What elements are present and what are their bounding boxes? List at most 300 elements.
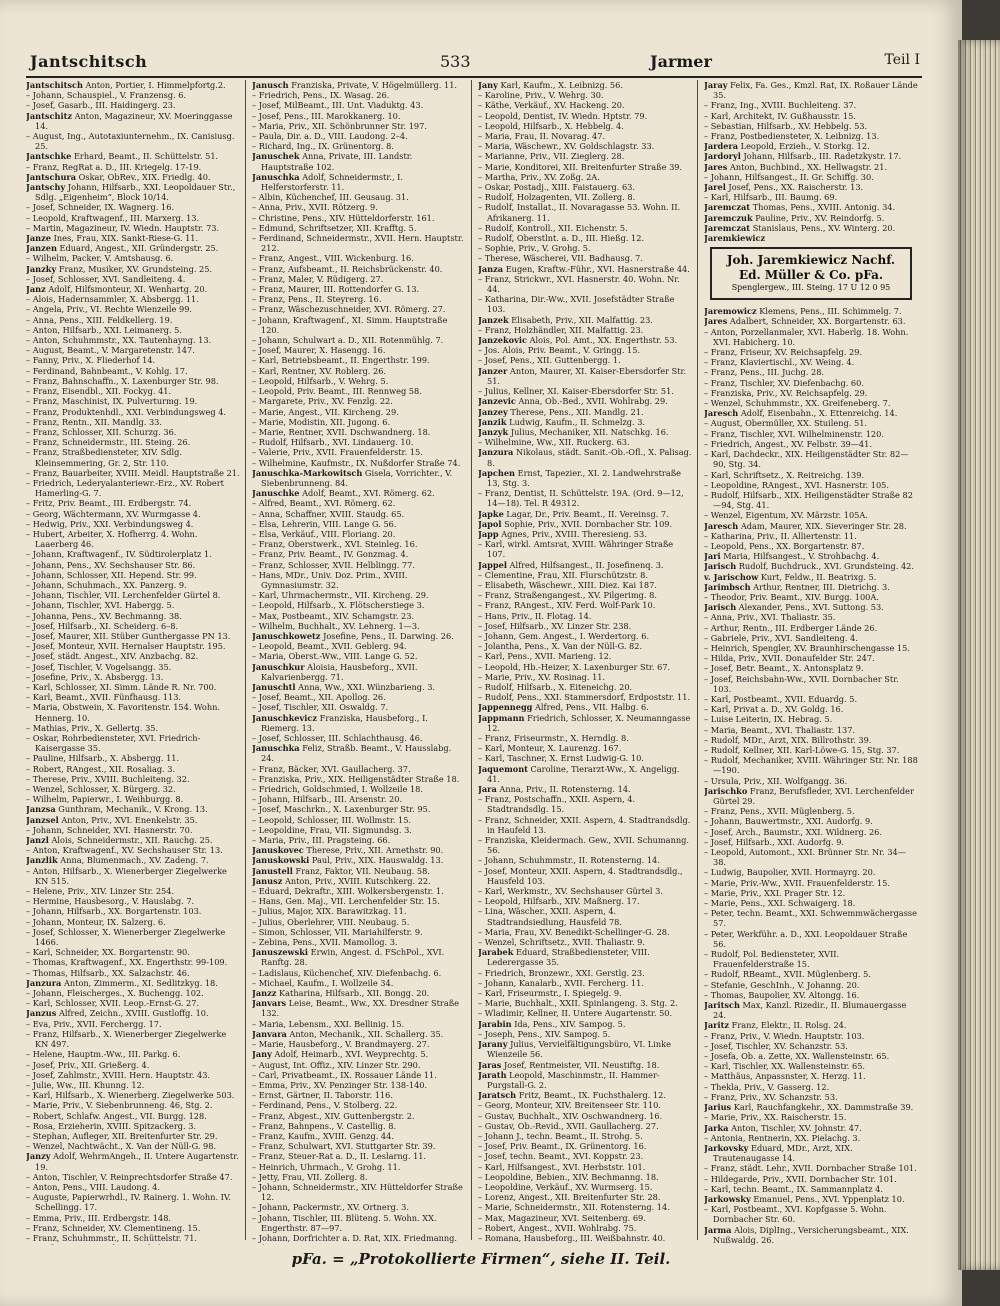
directory-entry (26, 886, 240, 896)
directory-entry (252, 253, 466, 263)
entry-text: – Katharina, Priv., II. Alliertenstr. 11. (704, 530, 857, 541)
entry-surname: Janzz (252, 988, 277, 999)
entry-text: Max, Kanzl. Rizedir., II. Blumauergasse 24. (713, 1000, 907, 1021)
entry-surname: Janzek (478, 314, 509, 325)
entry-text: – Franz, Tischler, XV. Diefenbachg. 60. (704, 377, 864, 388)
directory-entry (252, 345, 466, 355)
entry-text: Eugen, Kraftw.-Führ., XVI. Hasnerstraße 44. (503, 263, 690, 274)
entry-surname: Jaremczat (704, 202, 751, 213)
entry-text: – Leopoldine, RAngest., XVI. Hasnerstr. 105. (704, 479, 889, 490)
directory-entry (26, 519, 240, 529)
entry-text: – Anna, Priv., XVI. Thaliastr. 35. (704, 612, 836, 623)
entry-text: Franz, Berufsfleder, XVI. Lerchenfelder Gürtel 29. (713, 785, 914, 806)
directory-entry (252, 111, 466, 121)
directory-entry (252, 488, 466, 498)
directory-entry (704, 949, 918, 969)
entry-text: – Josef, Priv., XII. Grießerg. 4. (26, 1059, 150, 1070)
entry-surname: Janvara (252, 1028, 287, 1039)
entry-surname: Jarischko (704, 785, 748, 796)
entry-text: – Franz, Priv. Beamt., IV. Gonzmag. 4. (252, 549, 409, 560)
directory-entry (704, 213, 918, 223)
column-1 (26, 80, 240, 1245)
directory-entry (252, 1100, 466, 1110)
entry-text: Pauline, Priv., XV. Reindorfg. 5. (752, 212, 885, 223)
directory-entry (252, 896, 466, 906)
directory-entry (26, 1029, 240, 1049)
directory-entry (26, 407, 240, 417)
entry-text: – Simon, Schlosser, VII. Mariahilferstr. 9. (252, 926, 423, 937)
directory-entry (704, 714, 918, 724)
entry-surname: Januschka-Markowitsch (252, 467, 363, 478)
entry-text: Erwin, Angest. d. FSchPol., XVI. Ranftg. 28. (261, 947, 445, 968)
directory-entry (26, 529, 240, 549)
entry-surname: Jantschke (26, 151, 72, 162)
entry-text: – Franz, Priv., XV. Schanzstr. 53. (704, 1091, 838, 1102)
directory-entry (478, 733, 692, 743)
directory-entry (26, 468, 240, 478)
directory-entry (26, 80, 240, 90)
directory-entry (478, 1039, 692, 1059)
directory-entry (26, 580, 240, 590)
directory-entry (26, 335, 240, 345)
directory-entry (252, 539, 466, 549)
directory-entry (252, 121, 466, 131)
directory-entry (26, 733, 240, 753)
directory-entry (252, 743, 466, 763)
entry-text: – Maria, Obstwein, X. Favoritenstr. 154. Wohn. Hennerg. 10. (26, 702, 220, 723)
column-divider (697, 80, 698, 1240)
entry-surname: Janzsa (26, 804, 56, 815)
directory-entry (26, 590, 240, 600)
entry-text: – Josef, Hilfsarb., XV. Linzer Str. 238. (478, 620, 632, 631)
entry-text: – Clementine, Frau, XII. Flurschützstr. 8. (478, 569, 648, 580)
entry-text: – Sophie, Priv., V. Grohg. 5. (478, 243, 591, 254)
entry-text: – Max, Postbeamt., XIV. Schamgstr. 23. (252, 610, 415, 621)
directory-entry (26, 284, 240, 294)
entry-text: – Anton, Kraftwagenf., XV. Sechshauser Str. 13. (26, 845, 223, 856)
entry-text: Felix, Fa. Ges., Kmzl. Rat, IX. Roßauer Lände 35. (713, 80, 918, 101)
entry-text: – Christine, Pens., XIV. Hütteldorferstr. 161. (252, 212, 435, 223)
directory-entry (704, 1123, 918, 1133)
directory-entry (478, 998, 692, 1008)
entry-text: Adolf, Schneidermstr., I. Helferstorferstr. 11. (261, 171, 403, 193)
entry-text: Adalbert, Schneider, XX. Borgartenstr. 63. (727, 316, 906, 327)
directory-entry (704, 612, 918, 622)
entry-text: – Wilhelmine, Ww., XII. Ruckerg. 63. (478, 437, 630, 448)
directory-entry (252, 407, 466, 417)
directory-entry (252, 733, 466, 743)
entry-text: – Rudolf, Pol. Bediensteter, XVII. Frauenfelderstraße 15. (704, 949, 840, 970)
entry-text: Sophie, Priv., XVII. Dornbacher Str. 109. (501, 518, 673, 529)
entry-text: Eduard, Straßbediensteter, VIII. Lederergasse 35. (487, 947, 650, 968)
directory-entry (252, 131, 466, 141)
directory-entry (26, 804, 240, 814)
entry-text: – Franziska, Priv., XIX. Heiligenstädter Straße 18. (252, 773, 460, 784)
directory-entry (252, 1121, 466, 1131)
directory-entry (704, 223, 918, 233)
entry-surname: Jarka (704, 1122, 729, 1133)
entry-text: – Karl, wirkl. Amtsrat, XVIII. Währinger Straße 107. (478, 539, 674, 560)
directory-entry (478, 968, 692, 978)
directory-entry (26, 794, 240, 804)
entry-text: – Richard, Ing., IX. Grünentorg. 8. (252, 141, 394, 152)
directory-entry (704, 1092, 918, 1102)
entry-text: – Johann, Gem. Angest., I. Werdertorg. 6. (478, 630, 650, 641)
directory-entry (252, 702, 466, 712)
directory-entry (478, 1131, 692, 1141)
entry-text: – Karl, Monteur, X. Laurenzg. 167. (478, 743, 622, 754)
directory-entry (478, 111, 692, 121)
directory-entry (704, 1112, 918, 1122)
directory-entry (252, 1039, 466, 1049)
directory-entry (704, 306, 918, 316)
entry-text: – Elsa, Lehrerin, VIII. Lange G. 56. (252, 518, 397, 529)
entry-surname: Jarisch (704, 561, 737, 572)
entry-surname: Januschkur (252, 661, 305, 672)
entry-text: – Franz, Pens., III. Juchg. 28. (704, 367, 825, 378)
entry-text: – Leopold, Hb.-Heizer, X. Laxenburger Str. 67. (478, 661, 671, 672)
entry-text: Ines, Frau, XIX. Sankt-Riese-G. 11. (51, 233, 199, 244)
entry-text: – Leopold, Hilfsarb., XIV. Maßnerg. 17. (478, 896, 640, 907)
directory-entry (478, 570, 692, 580)
entry-text: – Marie, Buchhalt., XXII. Spinlangeng. 3. Stg. 2. (478, 998, 678, 1009)
directory-entry (704, 694, 918, 704)
entry-surname: Jaquemont (478, 763, 528, 774)
directory-entry (478, 815, 692, 835)
directory-entry (704, 1225, 918, 1245)
entry-text: – Josef, Pens., XII. Guttenbergg. 1. (478, 355, 621, 366)
entry-text: – Hermine, Hausbesorg., V. Hauslabg. 7. (26, 896, 195, 907)
entry-text: – Josef, Tischler, XII. Oswaldg. 7. (252, 702, 389, 713)
entry-text: – Wilhelmine, Kaufmstr., IX. Nußdorfer Straße 74. (252, 457, 461, 468)
directory-entry (26, 560, 240, 570)
entry-text: – Josef, Maurer, X. Hasengg. 16. (252, 345, 386, 356)
directory-entry (26, 376, 240, 386)
directory-entry (252, 1213, 466, 1233)
directory-entry (26, 233, 240, 243)
directory-entry (478, 764, 692, 784)
entry-text: – Franz, RAngest., XIV. Ferd. Wolf-Park 10. (478, 600, 656, 611)
directory-entry (26, 498, 240, 508)
directory-entry (478, 141, 692, 151)
entry-text: – Franz, Bauarbeiter, XVIII. Meidl. Hauptstraße 21. (26, 467, 240, 478)
entry-surname: v. Jarischow (704, 571, 759, 582)
entry-text: – Wenzel, Eigentum, XV. Märzstr. 105A. (704, 510, 868, 521)
entry-surname: Jardoryl (704, 151, 741, 162)
directory-entry (252, 1233, 466, 1245)
entry-text: Johann, Hilfsarb., III. Radetzkystr. 17. (740, 151, 902, 162)
entry-surname: Janzekovic (478, 335, 527, 346)
directory-entry (252, 458, 466, 468)
directory-entry (252, 804, 466, 814)
entry-text: – Anna, Schaffner, XVIII. Staudg. 65. (252, 508, 405, 519)
directory-entry (704, 347, 918, 357)
directory-entry (478, 386, 692, 396)
directory-entry (704, 633, 918, 643)
entry-text: – Karl, Taschner, X. Ernst Ludwig-G. 10. (478, 753, 644, 764)
entry-text: – Johann J., techn. Beamt., II. Strohg. 5. (478, 1130, 643, 1141)
directory-entry (478, 590, 692, 600)
directory-entry (252, 621, 466, 631)
entry-text: – Franz, Schuhmmstr., II. Schüttelstr. 71. (26, 1232, 198, 1243)
entry-text: – Johann, Schuhmach., XX. Panzerg. 9. (26, 579, 187, 590)
entry-text: – Emma, Priv., III. Erdbergstr. 148. (26, 1212, 172, 1223)
directory-entry (252, 202, 466, 212)
directory-entry (252, 213, 466, 223)
directory-entry (704, 602, 918, 612)
directory-entry (252, 335, 466, 345)
entry-text: – Marie, Hausbeforg., V. Brandmayerg. 27. (252, 1039, 430, 1050)
directory-entry (704, 572, 918, 582)
page-footer-note: pFa. = „Protokollierte Firmen“, siehe II. Teil. (291, 1250, 671, 1268)
entry-text: Therese, Priv., XII. Arnethstr. 90. (303, 845, 444, 856)
entry-surname: Jares (704, 316, 728, 327)
entry-text: – Mathias, Priv., X. Gellertg. 35. (26, 722, 159, 733)
running-head-right: Jarmer (650, 52, 712, 71)
entry-text: Feliz, Straßb. Beamt., V. Hausslabg. 24. (261, 743, 452, 764)
entry-text: Franziska, Hausbeforg., I. Riemerg. 13. (261, 712, 428, 733)
entry-surname: Jari (704, 551, 721, 562)
directory-entry (26, 978, 240, 988)
entry-text: – Katharina, Dir.-Ww., XVII. Josefstädter Straße 103. (478, 294, 675, 315)
entry-text: Anton, Zimmerm., XI. Sedlitzkyg. 18. (61, 977, 218, 988)
directory-entry (704, 888, 918, 898)
directory-entry (26, 223, 240, 233)
entry-text: – Leopoldine, Frau, VII. Sigmundsg. 3. (252, 824, 412, 835)
directory-entry (704, 827, 918, 837)
directory-entry (26, 927, 240, 947)
entry-text (26, 1243, 164, 1245)
directory-entry (704, 100, 918, 110)
entry-text: – Franz, Ing., XVIII. Buchleiteng. 37. (704, 100, 857, 111)
directory-entry (252, 1162, 466, 1172)
entry-text: Karl, Kaufm., X. Leibnizg. 56. (497, 80, 623, 90)
directory-entry (478, 1070, 692, 1090)
directory-entry (704, 439, 918, 449)
directory-entry (26, 906, 240, 916)
directory-entry (252, 631, 466, 641)
directory-entry (252, 223, 466, 233)
entry-text: – Franz, Schulwart, XVI. Stuttgarter Str. 39. (252, 1141, 436, 1152)
entry-text: – Helene, Priv., XIV. Linzer Str. 254. (26, 886, 175, 897)
directory-entry (26, 315, 240, 325)
directory-entry (704, 1031, 918, 1041)
directory-entry (26, 1141, 240, 1151)
directory-entry (252, 825, 466, 835)
entry-text: – Ferdinand, Pens., V. Stolberg. 22. (252, 1100, 398, 1111)
directory-entry (704, 162, 918, 172)
entry-surname: Januschek (252, 151, 300, 162)
entry-surname: Jaremczuk (704, 212, 753, 223)
directory-entry (26, 549, 240, 559)
entry-text: – Jos. Alois, Priv. Beamt., V. Gringg. 15. (478, 345, 641, 356)
directory-entry (704, 908, 918, 928)
directory-entry (478, 468, 692, 488)
entry-text: – Wilhelm, Buchhalt., XV. Lehnerg. 1—3. (252, 620, 420, 631)
entry-surname: Januszewski (252, 947, 308, 958)
entry-text: – Friedrich, Pens., IX. Wasag. 26. (252, 90, 390, 101)
entry-text: – Peter, techn. Beamt., XXI. Schwemmwächergasse 57. (704, 908, 917, 929)
entry-text: – Franz, Steuer-Rat a. D., II. Leslarng. 11. (252, 1151, 427, 1162)
directory-entry (478, 182, 692, 192)
entry-text: – Franz, Maurer, III. Rottendorfer G. 13. (252, 284, 420, 295)
directory-entry (26, 243, 240, 253)
ad-line1: Joh. Jaremkiewicz Nachf. (726, 253, 896, 268)
entry-text: – Rudolf, Kellner, XII. Karl-Löwe-G. 15, Stg. 37. (704, 744, 900, 755)
directory-entry (26, 427, 240, 437)
directory-entry (252, 886, 466, 896)
directory-entry (252, 1080, 466, 1090)
entry-text: – Marie, Priv., V. Siebenbrunneng. 46, Stg. 2. (26, 1100, 213, 1111)
directory-entry (252, 917, 466, 927)
directory-entry (704, 653, 918, 663)
directory-entry (478, 396, 692, 406)
directory-entry (252, 294, 466, 304)
directory-entry (478, 223, 692, 233)
entry-text: – Marie, Priv., XXI. Prager Str. 12. (704, 887, 846, 898)
directory-entry (26, 1008, 240, 1018)
entry-text: – Josef, Schlosser, III. Schlachthausg. 46. (252, 733, 423, 743)
entry-text: – Karl, Hilfsangest., XVI. Herbststr. 101. (478, 1161, 646, 1172)
entry-text: – Ernst, Gärtner, II. Taborstr. 116. (252, 1090, 393, 1101)
entry-text: Adolf, Beamt., XVI. Römerg. 62. (299, 488, 435, 499)
directory-entry (26, 692, 240, 702)
entry-text: – Franz, Maschinist, IX. Pulverturmg. 19. (26, 396, 198, 407)
directory-entry (478, 1172, 692, 1182)
directory-entry (704, 663, 918, 673)
entry-surname: Janzsel (26, 814, 59, 825)
directory-entry (478, 1060, 692, 1070)
entry-surname: Jantschitsch (26, 80, 83, 90)
entry-text: Adolf, Heimarb., XVI. Weyprechtg. 5. (271, 1049, 429, 1060)
directory-entry (252, 355, 466, 365)
entry-text: – Johann, Tischler, VII. Lerchenfelder Gürtel 8. (26, 590, 221, 601)
directory-entry (26, 1111, 240, 1121)
directory-entry (252, 1090, 466, 1100)
entry-text: – Johann, Pens., XV. Sechshauser Str. 86. (26, 559, 196, 570)
entry-text: – Marianne, Priv., VII. Zieglerg. 28. (478, 151, 625, 162)
directory-columns (26, 80, 922, 1245)
directory-entry (26, 702, 240, 722)
entry-text: Eduard, MDr., Arzt, XIX. Trautenaugasse 14. (713, 1142, 853, 1164)
entry-text: – Maria, Priv., XII. Schönbrunner Str. 197. (252, 120, 427, 131)
entry-surname: Januschka (252, 171, 300, 182)
entry-text: – Oskar, Postadj., XIII. Faistauerg. 63. (478, 182, 635, 193)
directory-entry (478, 906, 692, 926)
directory-entry (252, 682, 466, 692)
entry-text: Gisela, Vorrichter., V. Siebenbrunneng. 84. (261, 467, 453, 488)
entry-text: – Karl, Rentner, XV. Roblerg. 26. (252, 365, 387, 376)
page-header (30, 52, 920, 74)
entry-text: – Thomas, Kraftwagenf., XX. Engerthstr. 99-109. (26, 957, 228, 968)
entry-text: – Friedrich, Angest., XV. Felbstr. 39—41. (704, 438, 872, 449)
directory-entry (704, 1000, 918, 1020)
running-head-left: Jantschitsch (30, 52, 148, 71)
entry-text: Alfred, Pens., VII. Halbg. 6. (532, 702, 649, 713)
entry-text: – Friedrich, Lederyalanteriewr.-Erz., XV. Robert Hamerling-G. 7. (26, 477, 224, 499)
entry-text: – Franz, Schlosser, XII. Schurzg. 36. (26, 426, 177, 437)
entry-surname: Janzy (26, 1151, 51, 1162)
entry-text: – Maria, Priv., III. Pragsteing. 66. (252, 835, 391, 846)
directory-entry (252, 529, 466, 539)
directory-entry (478, 560, 692, 570)
directory-entry (478, 855, 692, 865)
directory-entry (252, 611, 466, 621)
directory-entry (704, 990, 918, 1000)
directory-entry (252, 988, 466, 998)
entry-text: – Fritz, Priv. Beamt., III. Erdbergstr. 74. (26, 498, 192, 509)
entry-text: Leopold, Maschinmstr., II. Hammer-Purgstall-G. 2. (487, 1069, 660, 1090)
entry-text: Josef, Rentmeister, VII. Neustiftg. 18. (501, 1059, 660, 1070)
entry-text: Josefine, Pens., II. Darwing. 26. (320, 630, 454, 641)
directory-entry (478, 253, 692, 263)
entry-text: – Anna, Priv., XVII. Rötzerg. 9. (252, 202, 378, 213)
entry-text: Lagar, Dr., Priv. Beamt., II. Vereinsg. 7. (503, 508, 669, 519)
entry-text: – Josef, Priv. Beamt., IX. Grünentorg. 16. (478, 1141, 647, 1152)
directory-entry (26, 682, 240, 692)
directory-entry (704, 806, 918, 816)
entry-surname: Jarkovsky (704, 1142, 749, 1153)
directory-entry (252, 906, 466, 916)
entry-surname: Jappel (478, 559, 507, 570)
entry-text: – Oskar, Rohrbediensteter, XVI. Friedrich-Kaisergasse 35. (26, 733, 201, 754)
directory-entry (478, 835, 692, 855)
entry-text: – August, Obermüller, XX. Stuileng. 51. (704, 418, 868, 429)
entry-text: – Johann, Fleischerges., X. Buchengg. 102. (26, 988, 204, 999)
directory-entry (478, 600, 692, 610)
directory-entry (478, 294, 692, 314)
directory-entry (26, 753, 240, 763)
entry-text: – Franziska, Priv., XV. Reichsapfelg. 29. (704, 387, 868, 398)
entry-text: – Karl, Friseurmstr., I. Spiegelg. 9. (478, 988, 622, 999)
directory-entry (704, 561, 918, 571)
entry-text: – Leopoldine, Bebien., XIV. Bechmanng. 18. (478, 1171, 659, 1182)
entry-surname: Jany (478, 80, 498, 90)
entry-text: – Matthäus, Anpassnster, X. Herzg. 11. (704, 1071, 866, 1082)
entry-text: – Hubert, Arbeiter, X. Hofherrg. 4. Wohn. Laaerberg 46. (26, 528, 198, 550)
entry-surname: Jaritz (704, 1020, 730, 1031)
entry-text: Anna, Ob.-Bed., XVII. Wohlrabg. 29. (515, 396, 668, 407)
entry-text: – Sebastian, Hilfsarb., XV. Hebbelg. 53. (704, 120, 868, 131)
entry-text: – Johann, Schlosser, XII. Hepend. Str. 99. (26, 569, 197, 580)
directory-entry (478, 417, 692, 427)
directory-entry (252, 417, 466, 427)
directory-entry (478, 631, 692, 641)
entry-text: – Leopold, Hilfsarb., X. Flötscherstiege 3. (252, 600, 425, 611)
directory-entry (478, 172, 692, 182)
directory-entry (704, 816, 918, 826)
directory-entry (704, 521, 918, 531)
entry-text: – Franz, Eisendbl., XII. Fockyg. 41. (26, 386, 172, 397)
entry-text: – Karl, Postbeamt., XVII. Eduardg. 5. (704, 693, 858, 704)
entry-text: – Johann, Dorfrichter a. D. Rat, XIX. Friedmanng. (252, 1232, 458, 1243)
directory-entry (252, 1049, 466, 1059)
entry-text: – Elisabeth, Wäschewr., XIII. Diez. Kai 187. (478, 579, 657, 590)
directory-entry (26, 1060, 240, 1070)
entry-text: – Pauline, Hilfsarb., X. Absbergg. 11. (26, 753, 180, 764)
directory-entry (478, 1213, 692, 1223)
entry-text: – Karoline, Priv., V. Wehrg. 30. (478, 90, 604, 101)
entry-text: – Stephan, Aufleger, XII. Breitenfurter Str. 29. (26, 1130, 218, 1141)
entry-text: – Rudolf, Hilfsarb., XIX. Heiligenstädter Straße 82—94, Stg. 41. (704, 489, 913, 511)
directory-entry (252, 713, 466, 733)
directory-entry (704, 643, 918, 653)
directory-entry (704, 969, 918, 979)
directory-entry (26, 641, 240, 651)
entry-surname: Janzey (478, 406, 508, 417)
entry-text: Josef, Pens., XX. Raischerstr. 13. (725, 182, 864, 193)
entry-text: – Leopold, Schlosser, III. Wollmstr. 15. (252, 814, 412, 825)
